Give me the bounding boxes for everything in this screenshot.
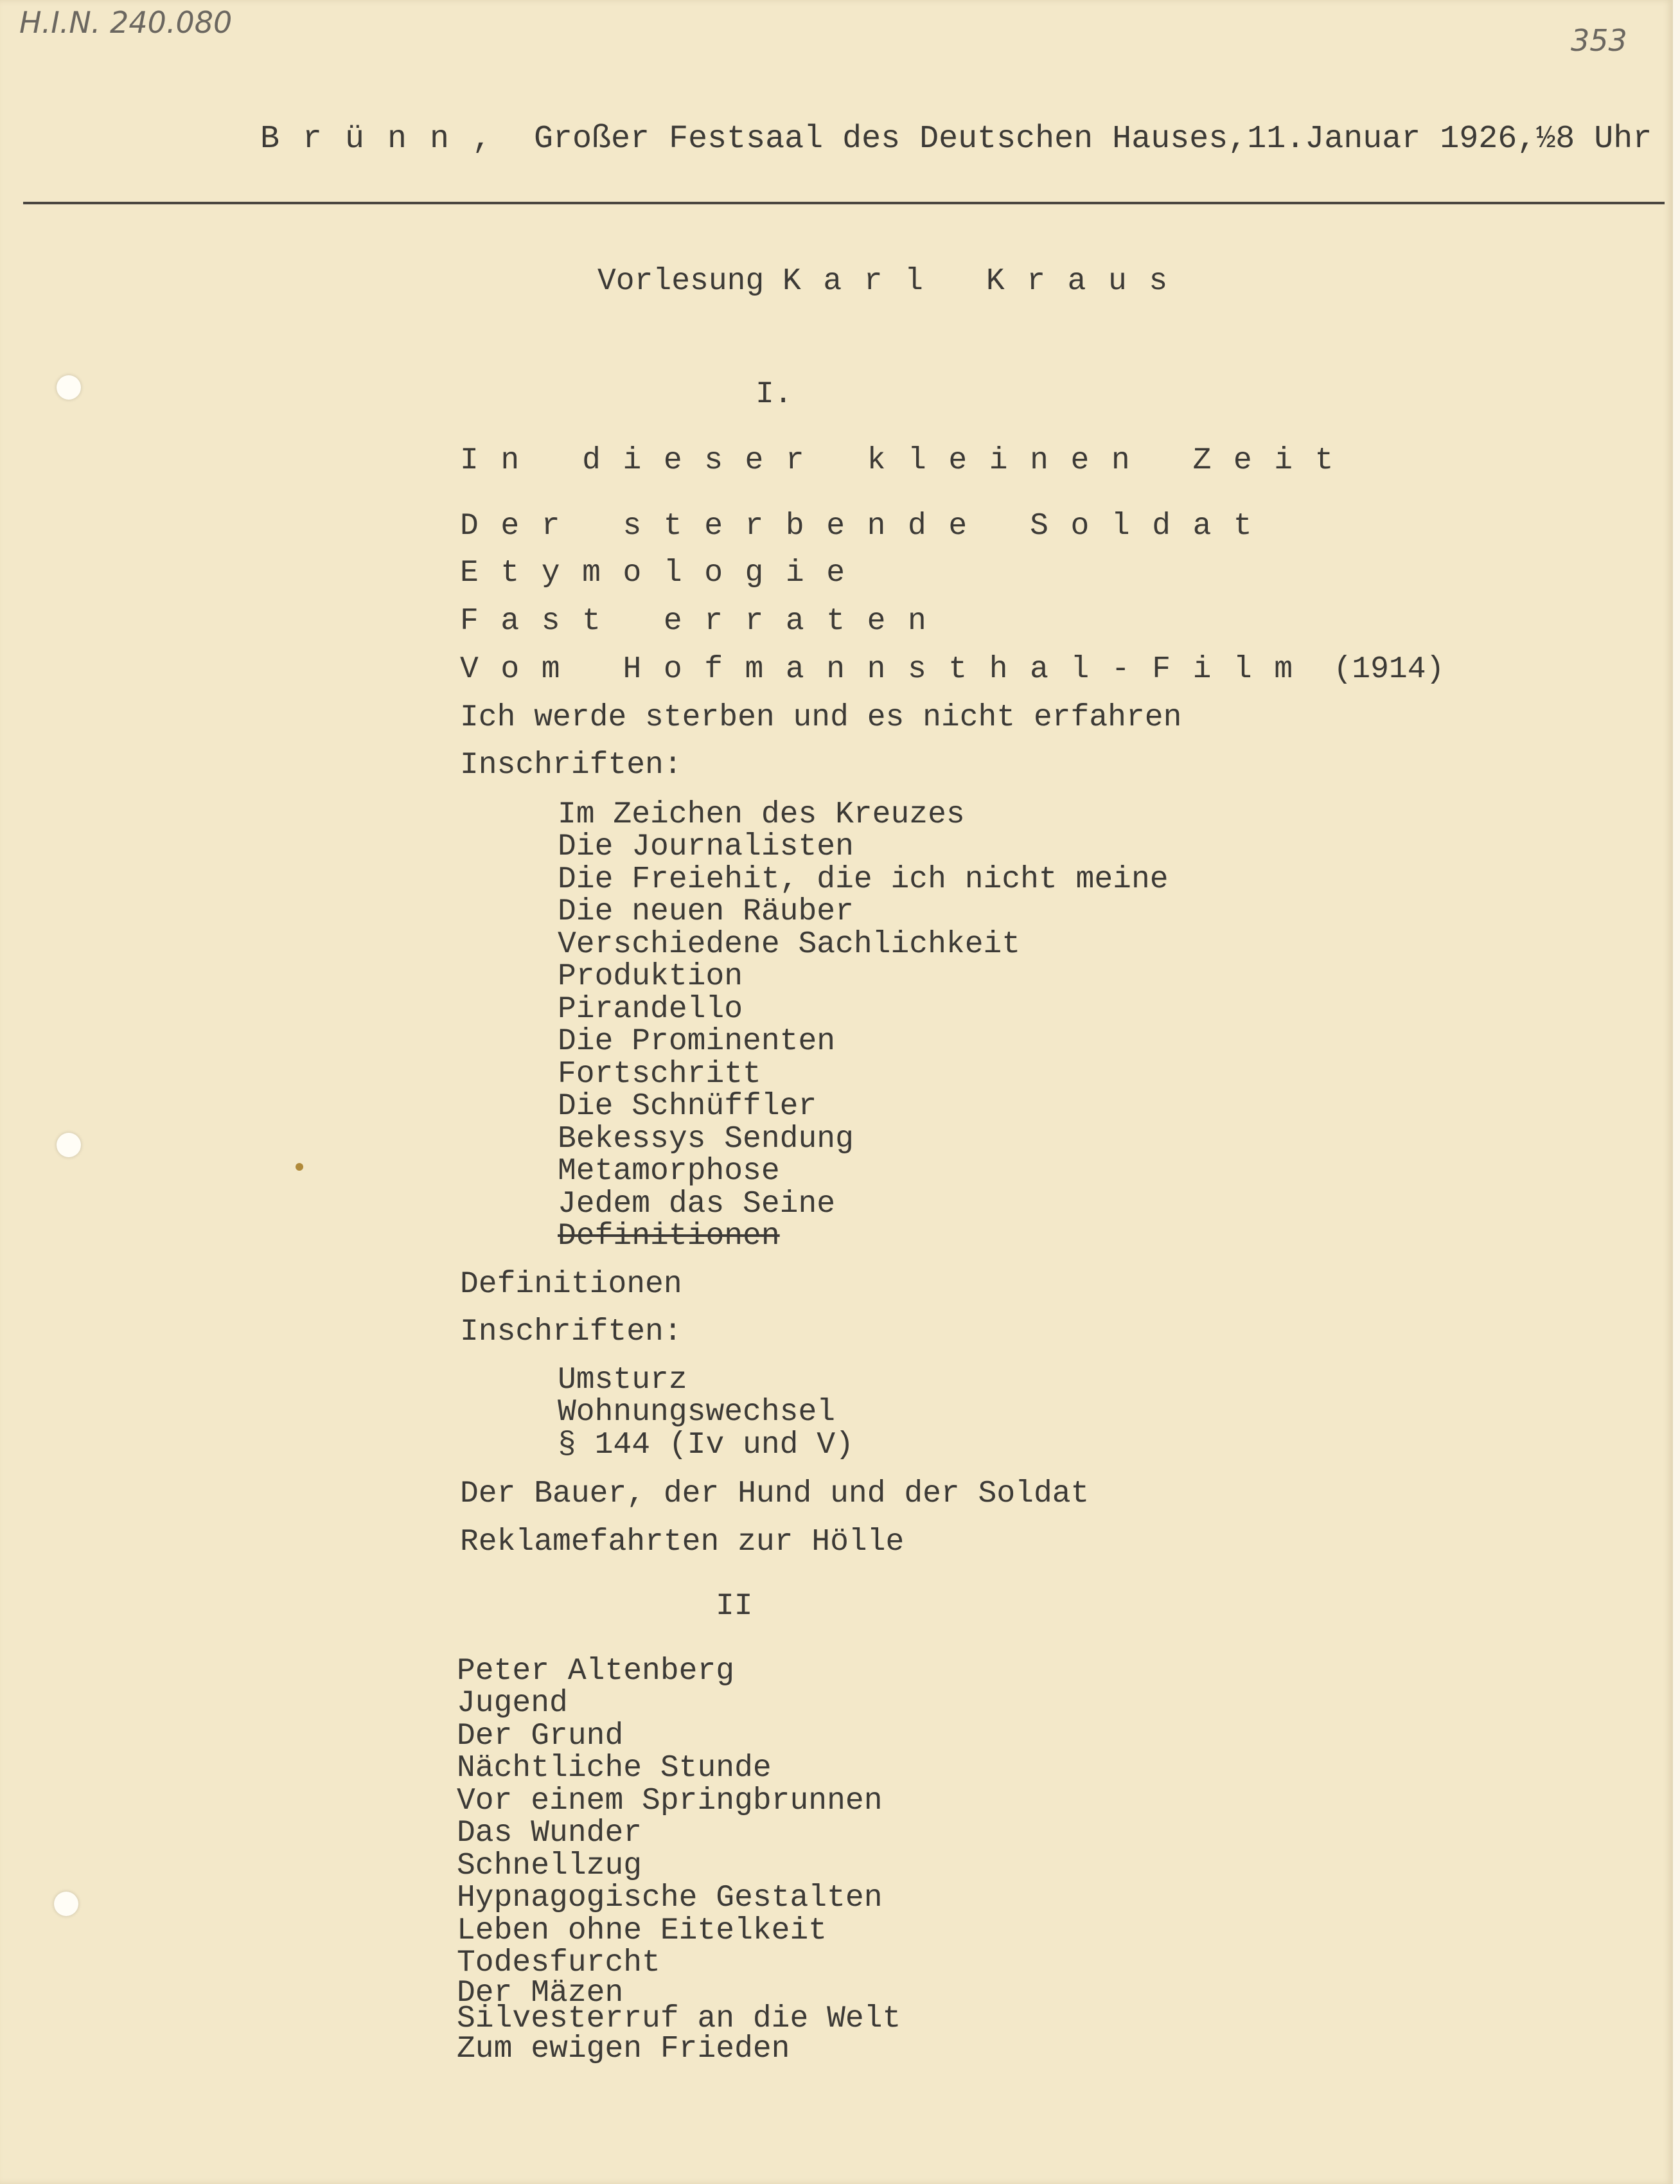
poem-item: Schnellzug (457, 1849, 642, 1883)
inscription-item: Jedem das Seine (558, 1187, 836, 1221)
ink-spot (296, 1163, 303, 1171)
program-title-prefix: Vorlesung (597, 264, 783, 299)
inscription-item: Die Freiehit, die ich nicht meine (558, 862, 1169, 897)
inscription-item: § 144 (Iv und V) (558, 1428, 854, 1462)
inscription-item: Umsturz (558, 1363, 687, 1398)
program-item-year: (1914) (1314, 652, 1445, 687)
program-title-name: Karl Kraus (783, 264, 1190, 299)
inscription-item: Die Schnüffler (558, 1089, 817, 1124)
inscriptions-heading: Inschriften: (460, 1315, 682, 1349)
inscription-item: Im Zeichen des Kreuzes (558, 797, 965, 832)
program-item: Der Bauer, der Hund und der Soldat (460, 1477, 1090, 1511)
program-item: Definitionen (460, 1267, 682, 1302)
inscription-item: Metamorphose (558, 1154, 780, 1189)
header-rule (23, 202, 1665, 204)
program-title (597, 266, 1190, 297)
poem-item: Jugend (457, 1686, 568, 1721)
inscription-item: Wohnungswechsel (558, 1395, 836, 1430)
event-venue-date: Großer Festsaal des Deutschen Hauses,11.Januar 1926,½8 Uhr (515, 121, 1652, 157)
event-header (260, 123, 1652, 155)
punch-hole (57, 1133, 81, 1157)
program-item: Der sterbende Soldat (460, 509, 1275, 544)
program-item: In dieser kleinen Zeit (460, 443, 1356, 478)
program-item: Ich werde sterben und es nicht erfahren (460, 700, 1182, 735)
program-item (460, 654, 1444, 685)
event-city: Brünn, (260, 121, 515, 157)
program-item-title: Vom Hofmannsthal-Film (460, 652, 1315, 687)
punch-hole (57, 375, 81, 400)
inscription-item: Fortschritt (558, 1057, 761, 1092)
archive-inventory-number: H.I.N. 240.080 (19, 5, 233, 40)
section-heading-2: II (716, 1589, 753, 1624)
page-number: 353 (1571, 23, 1627, 58)
inscription-item: Bekessys Sendung (558, 1122, 854, 1157)
poem-item: Der Mäzen (457, 1976, 624, 2011)
struck-out-item: Definitionen (558, 1219, 780, 1254)
poem-item: Hypnagogische Gestalten (457, 1881, 883, 1915)
punch-hole (54, 1892, 78, 1916)
inscription-item: Die Prominenten (558, 1024, 836, 1059)
program-item: Fast erraten (460, 604, 949, 639)
poem-item: Silvesterruf an die Welt (457, 2002, 901, 2036)
inscription-item: Produktion (558, 959, 743, 994)
program-item: Etymologie (460, 556, 867, 590)
section-heading-1: I. (756, 377, 793, 412)
inscription-item: Die neuen Räuber (558, 894, 854, 929)
poem-item: Zum ewigen Frieden (457, 2032, 790, 2066)
poem-item: Nächtliche Stunde (457, 1751, 772, 1786)
inscription-item: Die Journalisten (558, 830, 854, 864)
inscription-item: Verschiedene Sachlichkeit (558, 927, 1021, 962)
poem-item: Vor einem Springbrunnen (457, 1784, 883, 1818)
poem-item: Peter Altenberg (457, 1654, 735, 1689)
inscription-item: Pirandello (558, 992, 743, 1027)
poem-item: Der Grund (457, 1719, 624, 1753)
poem-item: Leben ohne Eitelkeit (457, 1913, 827, 1948)
poem-item: Das Wunder (457, 1816, 642, 1851)
inscriptions-heading: Inschriften: (460, 748, 682, 783)
program-item: Reklamefahrten zur Hölle (460, 1525, 905, 1559)
poem-item: Todesfurcht (457, 1946, 660, 1980)
